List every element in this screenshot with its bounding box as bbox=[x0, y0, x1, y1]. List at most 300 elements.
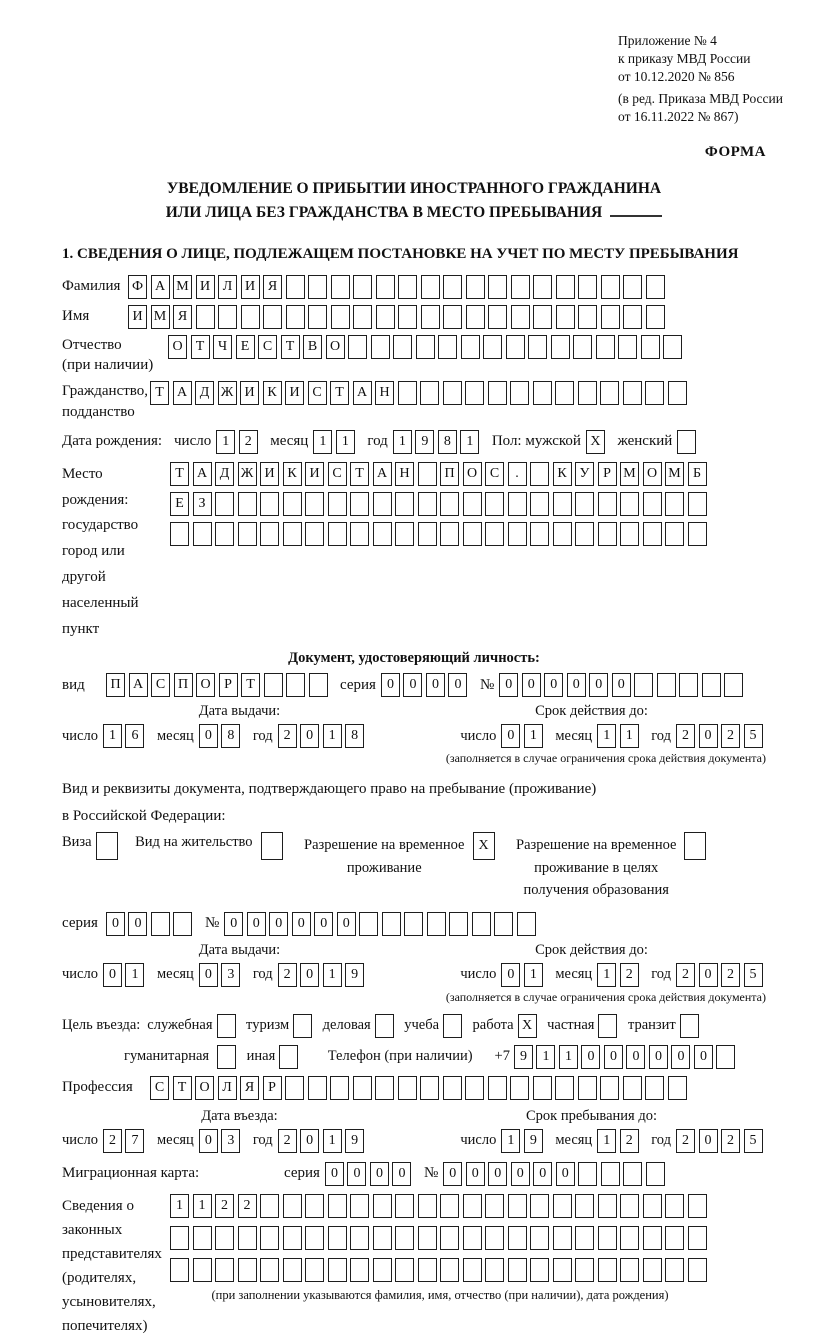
char-box[interactable] bbox=[283, 1226, 302, 1250]
char-box[interactable] bbox=[485, 1226, 504, 1250]
char-box[interactable]: 6 bbox=[125, 724, 144, 748]
char-box[interactable]: 9 bbox=[524, 1129, 543, 1153]
char-box[interactable] bbox=[440, 1258, 459, 1282]
residence-issue-month-boxes[interactable] bbox=[199, 963, 244, 987]
char-box[interactable] bbox=[215, 1226, 234, 1250]
char-box[interactable] bbox=[623, 1076, 642, 1100]
char-box[interactable]: Н bbox=[375, 381, 394, 405]
char-box[interactable]: 5 bbox=[744, 1129, 763, 1153]
char-box[interactable] bbox=[170, 522, 189, 546]
char-box[interactable]: 0 bbox=[567, 673, 586, 697]
char-box[interactable] bbox=[620, 1194, 639, 1218]
char-box[interactable]: П bbox=[174, 673, 193, 697]
char-box[interactable] bbox=[421, 305, 440, 329]
char-box[interactable] bbox=[449, 912, 468, 936]
representatives-row3-boxes[interactable] bbox=[170, 1258, 710, 1282]
char-box[interactable]: Д bbox=[215, 462, 234, 486]
char-box[interactable] bbox=[427, 912, 446, 936]
stay-month-boxes[interactable] bbox=[597, 1129, 642, 1153]
char-box[interactable] bbox=[279, 1045, 298, 1069]
char-box[interactable]: 0 bbox=[292, 912, 311, 936]
char-box[interactable] bbox=[286, 275, 305, 299]
char-box[interactable] bbox=[641, 335, 660, 359]
char-box[interactable]: 0 bbox=[533, 1162, 552, 1186]
char-box[interactable] bbox=[688, 1258, 707, 1282]
char-box[interactable] bbox=[440, 1226, 459, 1250]
char-box[interactable] bbox=[620, 492, 639, 516]
char-box[interactable] bbox=[260, 1226, 279, 1250]
char-box[interactable]: 0 bbox=[649, 1045, 668, 1069]
entry-year-boxes[interactable] bbox=[278, 1129, 368, 1153]
char-box[interactable]: Л bbox=[218, 1076, 237, 1100]
char-box[interactable] bbox=[677, 430, 696, 454]
char-box[interactable] bbox=[488, 305, 507, 329]
char-box[interactable]: С bbox=[151, 673, 170, 697]
char-box[interactable] bbox=[260, 522, 279, 546]
char-box[interactable] bbox=[196, 305, 215, 329]
char-box[interactable]: М bbox=[173, 275, 192, 299]
char-box[interactable]: О bbox=[463, 462, 482, 486]
residence-valid-year-boxes[interactable] bbox=[676, 963, 766, 987]
char-box[interactable]: X bbox=[518, 1014, 537, 1038]
char-box[interactable] bbox=[398, 1076, 417, 1100]
char-box[interactable] bbox=[440, 492, 459, 516]
char-box[interactable]: Р bbox=[219, 673, 238, 697]
char-box[interactable] bbox=[261, 832, 283, 860]
char-box[interactable] bbox=[533, 305, 552, 329]
char-box[interactable] bbox=[331, 275, 350, 299]
char-box[interactable] bbox=[716, 1045, 735, 1069]
char-box[interactable]: П bbox=[106, 673, 125, 697]
char-box[interactable]: Т bbox=[170, 462, 189, 486]
purpose-study-checkbox[interactable] bbox=[443, 1014, 466, 1038]
char-box[interactable] bbox=[283, 1194, 302, 1218]
char-box[interactable]: М bbox=[151, 305, 170, 329]
char-box[interactable]: 1 bbox=[524, 963, 543, 987]
char-box[interactable]: А bbox=[373, 462, 392, 486]
char-box[interactable] bbox=[573, 335, 592, 359]
char-box[interactable]: 2 bbox=[721, 963, 740, 987]
residence-issue-day-boxes[interactable] bbox=[103, 963, 148, 987]
char-box[interactable] bbox=[575, 1258, 594, 1282]
surname-boxes[interactable] bbox=[128, 275, 668, 299]
char-box[interactable]: И bbox=[241, 275, 260, 299]
char-box[interactable] bbox=[283, 492, 302, 516]
purpose-private-checkbox[interactable] bbox=[598, 1014, 621, 1038]
char-box[interactable]: А bbox=[353, 381, 372, 405]
birth-year-boxes[interactable] bbox=[393, 430, 483, 454]
char-box[interactable]: О bbox=[326, 335, 345, 359]
char-box[interactable] bbox=[485, 492, 504, 516]
char-box[interactable]: 0 bbox=[612, 673, 631, 697]
char-box[interactable] bbox=[623, 305, 642, 329]
char-box[interactable] bbox=[350, 1194, 369, 1218]
char-box[interactable]: 0 bbox=[699, 1129, 718, 1153]
char-box[interactable]: 0 bbox=[370, 1162, 389, 1186]
char-box[interactable]: С bbox=[258, 335, 277, 359]
char-box[interactable]: С bbox=[328, 462, 347, 486]
char-box[interactable] bbox=[463, 492, 482, 516]
char-box[interactable] bbox=[285, 1076, 304, 1100]
char-box[interactable] bbox=[466, 305, 485, 329]
char-box[interactable] bbox=[438, 335, 457, 359]
temp-residence-checkbox[interactable] bbox=[473, 832, 499, 860]
char-box[interactable]: 1 bbox=[170, 1194, 189, 1218]
char-box[interactable]: 0 bbox=[300, 963, 319, 987]
char-box[interactable] bbox=[485, 1258, 504, 1282]
char-box[interactable]: Д bbox=[195, 381, 214, 405]
char-box[interactable]: 9 bbox=[345, 963, 364, 987]
char-box[interactable]: 0 bbox=[626, 1045, 645, 1069]
char-box[interactable]: 1 bbox=[597, 963, 616, 987]
char-box[interactable]: 2 bbox=[721, 724, 740, 748]
char-box[interactable] bbox=[508, 1258, 527, 1282]
char-box[interactable]: Т bbox=[330, 381, 349, 405]
char-box[interactable] bbox=[645, 1076, 664, 1100]
char-box[interactable]: 0 bbox=[511, 1162, 530, 1186]
char-box[interactable] bbox=[598, 492, 617, 516]
char-box[interactable] bbox=[420, 1076, 439, 1100]
birth-place-row3-boxes[interactable] bbox=[170, 522, 710, 546]
char-box[interactable] bbox=[668, 1076, 687, 1100]
char-box[interactable] bbox=[485, 522, 504, 546]
char-box[interactable]: Т bbox=[350, 462, 369, 486]
char-box[interactable] bbox=[665, 492, 684, 516]
edu-residence-checkbox[interactable] bbox=[684, 832, 710, 860]
char-box[interactable]: 2 bbox=[676, 1129, 695, 1153]
char-box[interactable] bbox=[463, 1258, 482, 1282]
char-box[interactable] bbox=[488, 275, 507, 299]
char-box[interactable] bbox=[373, 1258, 392, 1282]
char-box[interactable] bbox=[215, 1258, 234, 1282]
char-box[interactable] bbox=[443, 305, 462, 329]
char-box[interactable] bbox=[465, 1076, 484, 1100]
residence-valid-day-boxes[interactable] bbox=[501, 963, 546, 987]
birth-month-boxes[interactable] bbox=[313, 430, 358, 454]
char-box[interactable] bbox=[530, 492, 549, 516]
char-box[interactable]: Т bbox=[281, 335, 300, 359]
char-box[interactable]: 2 bbox=[676, 724, 695, 748]
doc-issue-month-boxes[interactable] bbox=[199, 724, 244, 748]
char-box[interactable] bbox=[418, 1226, 437, 1250]
char-box[interactable]: У bbox=[575, 462, 594, 486]
char-box[interactable]: 7 bbox=[125, 1129, 144, 1153]
char-box[interactable] bbox=[488, 1076, 507, 1100]
char-box[interactable] bbox=[508, 1226, 527, 1250]
char-box[interactable] bbox=[530, 462, 549, 486]
char-box[interactable] bbox=[623, 275, 642, 299]
birth-day-boxes[interactable] bbox=[216, 430, 261, 454]
char-box[interactable] bbox=[308, 305, 327, 329]
char-box[interactable]: 0 bbox=[247, 912, 266, 936]
char-box[interactable] bbox=[578, 1076, 597, 1100]
char-box[interactable] bbox=[665, 1194, 684, 1218]
char-box[interactable] bbox=[416, 335, 435, 359]
char-box[interactable] bbox=[375, 1076, 394, 1100]
residence-issue-year-boxes[interactable] bbox=[278, 963, 368, 987]
char-box[interactable] bbox=[283, 1258, 302, 1282]
char-box[interactable] bbox=[466, 275, 485, 299]
char-box[interactable]: 0 bbox=[694, 1045, 713, 1069]
char-box[interactable] bbox=[353, 275, 372, 299]
char-box[interactable]: Б bbox=[688, 462, 707, 486]
char-box[interactable]: Т bbox=[150, 381, 169, 405]
char-box[interactable]: 1 bbox=[393, 430, 412, 454]
doc-issue-year-boxes[interactable] bbox=[278, 724, 368, 748]
char-box[interactable] bbox=[553, 1194, 572, 1218]
char-box[interactable]: Р bbox=[263, 1076, 282, 1100]
char-box[interactable] bbox=[218, 305, 237, 329]
char-box[interactable] bbox=[575, 1194, 594, 1218]
char-box[interactable] bbox=[618, 335, 637, 359]
char-box[interactable]: 0 bbox=[325, 1162, 344, 1186]
char-box[interactable]: Р bbox=[598, 462, 617, 486]
purpose-humanitarian-checkbox[interactable] bbox=[217, 1045, 240, 1069]
char-box[interactable] bbox=[511, 275, 530, 299]
char-box[interactable] bbox=[600, 381, 619, 405]
char-box[interactable] bbox=[578, 305, 597, 329]
char-box[interactable] bbox=[348, 335, 367, 359]
char-box[interactable] bbox=[485, 1194, 504, 1218]
char-box[interactable]: И bbox=[240, 381, 259, 405]
char-box[interactable] bbox=[533, 381, 552, 405]
char-box[interactable]: 0 bbox=[300, 724, 319, 748]
char-box[interactable]: Я bbox=[173, 305, 192, 329]
char-box[interactable] bbox=[578, 381, 597, 405]
char-box[interactable] bbox=[305, 492, 324, 516]
char-box[interactable]: И bbox=[260, 462, 279, 486]
char-box[interactable]: 0 bbox=[199, 963, 218, 987]
char-box[interactable] bbox=[331, 305, 350, 329]
char-box[interactable]: 1 bbox=[559, 1045, 578, 1069]
char-box[interactable] bbox=[173, 912, 192, 936]
migration-series-boxes[interactable] bbox=[325, 1162, 415, 1186]
char-box[interactable]: К bbox=[283, 462, 302, 486]
char-box[interactable] bbox=[665, 522, 684, 546]
char-box[interactable]: 0 bbox=[556, 1162, 575, 1186]
char-box[interactable] bbox=[418, 1194, 437, 1218]
char-box[interactable] bbox=[578, 1162, 597, 1186]
char-box[interactable]: С bbox=[485, 462, 504, 486]
char-box[interactable]: 1 bbox=[313, 430, 332, 454]
char-box[interactable]: . bbox=[508, 462, 527, 486]
char-box[interactable]: 1 bbox=[336, 430, 355, 454]
char-box[interactable] bbox=[308, 275, 327, 299]
char-box[interactable] bbox=[193, 1258, 212, 1282]
entry-month-boxes[interactable] bbox=[199, 1129, 244, 1153]
char-box[interactable] bbox=[395, 492, 414, 516]
char-box[interactable]: Ф bbox=[128, 275, 147, 299]
doc-kind-boxes[interactable] bbox=[106, 673, 331, 697]
char-box[interactable]: 2 bbox=[721, 1129, 740, 1153]
char-box[interactable] bbox=[238, 522, 257, 546]
char-box[interactable] bbox=[350, 492, 369, 516]
doc-valid-month-boxes[interactable] bbox=[597, 724, 642, 748]
char-box[interactable] bbox=[646, 275, 665, 299]
char-box[interactable] bbox=[350, 1226, 369, 1250]
char-box[interactable] bbox=[398, 305, 417, 329]
char-box[interactable] bbox=[264, 673, 283, 697]
birth-place-row2-boxes[interactable] bbox=[170, 492, 710, 516]
char-box[interactable]: 8 bbox=[345, 724, 364, 748]
char-box[interactable]: 2 bbox=[238, 1194, 257, 1218]
char-box[interactable]: 0 bbox=[671, 1045, 690, 1069]
char-box[interactable] bbox=[663, 335, 682, 359]
char-box[interactable] bbox=[598, 1014, 617, 1038]
char-box[interactable]: 3 bbox=[221, 1129, 240, 1153]
char-box[interactable]: 0 bbox=[347, 1162, 366, 1186]
char-box[interactable] bbox=[553, 1226, 572, 1250]
residence-permit-checkbox[interactable] bbox=[261, 832, 287, 860]
char-box[interactable] bbox=[506, 335, 525, 359]
char-box[interactable] bbox=[309, 673, 328, 697]
char-box[interactable] bbox=[350, 522, 369, 546]
char-box[interactable] bbox=[404, 912, 423, 936]
char-box[interactable]: Н bbox=[395, 462, 414, 486]
char-box[interactable] bbox=[217, 1045, 236, 1069]
char-box[interactable]: 1 bbox=[193, 1194, 212, 1218]
char-box[interactable] bbox=[151, 912, 170, 936]
char-box[interactable] bbox=[382, 912, 401, 936]
char-box[interactable] bbox=[598, 522, 617, 546]
char-box[interactable] bbox=[623, 1162, 642, 1186]
char-box[interactable]: 0 bbox=[448, 673, 467, 697]
visa-checkbox[interactable] bbox=[96, 832, 122, 860]
char-box[interactable] bbox=[193, 1226, 212, 1250]
char-box[interactable] bbox=[241, 305, 260, 329]
char-box[interactable] bbox=[263, 305, 282, 329]
char-box[interactable] bbox=[702, 673, 721, 697]
char-box[interactable]: 1 bbox=[524, 724, 543, 748]
char-box[interactable] bbox=[508, 1194, 527, 1218]
purpose-other-checkbox[interactable] bbox=[279, 1045, 302, 1069]
char-box[interactable] bbox=[353, 1076, 372, 1100]
purpose-business-checkbox[interactable] bbox=[375, 1014, 398, 1038]
char-box[interactable] bbox=[620, 1258, 639, 1282]
char-box[interactable] bbox=[283, 522, 302, 546]
char-box[interactable] bbox=[420, 381, 439, 405]
char-box[interactable] bbox=[461, 335, 480, 359]
char-box[interactable]: 0 bbox=[128, 912, 147, 936]
char-box[interactable] bbox=[555, 381, 574, 405]
char-box[interactable]: 0 bbox=[106, 912, 125, 936]
char-box[interactable]: А bbox=[129, 673, 148, 697]
char-box[interactable] bbox=[371, 335, 390, 359]
char-box[interactable]: 2 bbox=[239, 430, 258, 454]
char-box[interactable] bbox=[556, 275, 575, 299]
char-box[interactable]: 0 bbox=[544, 673, 563, 697]
char-box[interactable] bbox=[421, 275, 440, 299]
residence-valid-month-boxes[interactable] bbox=[597, 963, 642, 987]
char-box[interactable]: И bbox=[305, 462, 324, 486]
char-box[interactable]: 0 bbox=[501, 724, 520, 748]
char-box[interactable] bbox=[440, 522, 459, 546]
char-box[interactable]: 1 bbox=[597, 1129, 616, 1153]
char-box[interactable]: 1 bbox=[460, 430, 479, 454]
char-box[interactable]: Ч bbox=[213, 335, 232, 359]
char-box[interactable]: 2 bbox=[278, 724, 297, 748]
char-box[interactable] bbox=[398, 381, 417, 405]
char-box[interactable] bbox=[643, 522, 662, 546]
char-box[interactable] bbox=[170, 1226, 189, 1250]
char-box[interactable] bbox=[293, 1014, 312, 1038]
char-box[interactable]: 0 bbox=[199, 724, 218, 748]
char-box[interactable]: О bbox=[643, 462, 662, 486]
char-box[interactable] bbox=[679, 673, 698, 697]
char-box[interactable] bbox=[373, 492, 392, 516]
char-box[interactable]: И bbox=[285, 381, 304, 405]
char-box[interactable] bbox=[305, 1226, 324, 1250]
char-box[interactable] bbox=[528, 335, 547, 359]
char-box[interactable] bbox=[463, 1226, 482, 1250]
char-box[interactable] bbox=[328, 522, 347, 546]
char-box[interactable]: 0 bbox=[589, 673, 608, 697]
char-box[interactable] bbox=[553, 1258, 572, 1282]
sex-male-checkbox[interactable] bbox=[586, 430, 609, 454]
char-box[interactable] bbox=[517, 912, 536, 936]
char-box[interactable] bbox=[443, 381, 462, 405]
char-box[interactable] bbox=[688, 1194, 707, 1218]
char-box[interactable] bbox=[260, 1194, 279, 1218]
char-box[interactable] bbox=[598, 1258, 617, 1282]
residence-number-boxes[interactable] bbox=[224, 912, 539, 936]
char-box[interactable]: З bbox=[193, 492, 212, 516]
char-box[interactable] bbox=[260, 1258, 279, 1282]
char-box[interactable] bbox=[575, 1226, 594, 1250]
char-box[interactable] bbox=[510, 1076, 529, 1100]
char-box[interactable]: 1 bbox=[323, 963, 342, 987]
char-box[interactable] bbox=[680, 1014, 699, 1038]
char-box[interactable] bbox=[238, 1258, 257, 1282]
char-box[interactable]: 1 bbox=[536, 1045, 555, 1069]
birth-place-row1-boxes[interactable] bbox=[170, 462, 710, 486]
char-box[interactable]: 0 bbox=[501, 963, 520, 987]
char-box[interactable] bbox=[393, 335, 412, 359]
char-box[interactable] bbox=[215, 522, 234, 546]
char-box[interactable]: 2 bbox=[620, 1129, 639, 1153]
char-box[interactable]: 2 bbox=[103, 1129, 122, 1153]
char-box[interactable]: 0 bbox=[499, 673, 518, 697]
sex-female-checkbox[interactable] bbox=[677, 430, 700, 454]
char-box[interactable]: 0 bbox=[426, 673, 445, 697]
char-box[interactable] bbox=[533, 275, 552, 299]
residence-series-boxes[interactable] bbox=[106, 912, 196, 936]
char-box[interactable]: 0 bbox=[392, 1162, 411, 1186]
char-box[interactable] bbox=[395, 1226, 414, 1250]
char-box[interactable] bbox=[376, 305, 395, 329]
char-box[interactable]: 2 bbox=[215, 1194, 234, 1218]
char-box[interactable] bbox=[553, 492, 572, 516]
char-box[interactable] bbox=[556, 305, 575, 329]
char-box[interactable] bbox=[463, 522, 482, 546]
char-box[interactable] bbox=[217, 1014, 236, 1038]
purpose-work-checkbox[interactable] bbox=[518, 1014, 541, 1038]
char-box[interactable]: Я bbox=[240, 1076, 259, 1100]
char-box[interactable]: С bbox=[150, 1076, 169, 1100]
char-box[interactable]: К bbox=[553, 462, 572, 486]
char-box[interactable] bbox=[533, 1076, 552, 1100]
char-box[interactable] bbox=[623, 381, 642, 405]
char-box[interactable] bbox=[643, 1194, 662, 1218]
char-box[interactable]: М bbox=[665, 462, 684, 486]
char-box[interactable]: 0 bbox=[269, 912, 288, 936]
char-box[interactable]: 9 bbox=[345, 1129, 364, 1153]
char-box[interactable]: О bbox=[195, 1076, 214, 1100]
char-box[interactable]: 1 bbox=[620, 724, 639, 748]
char-box[interactable] bbox=[170, 1258, 189, 1282]
char-box[interactable] bbox=[238, 492, 257, 516]
char-box[interactable] bbox=[483, 335, 502, 359]
